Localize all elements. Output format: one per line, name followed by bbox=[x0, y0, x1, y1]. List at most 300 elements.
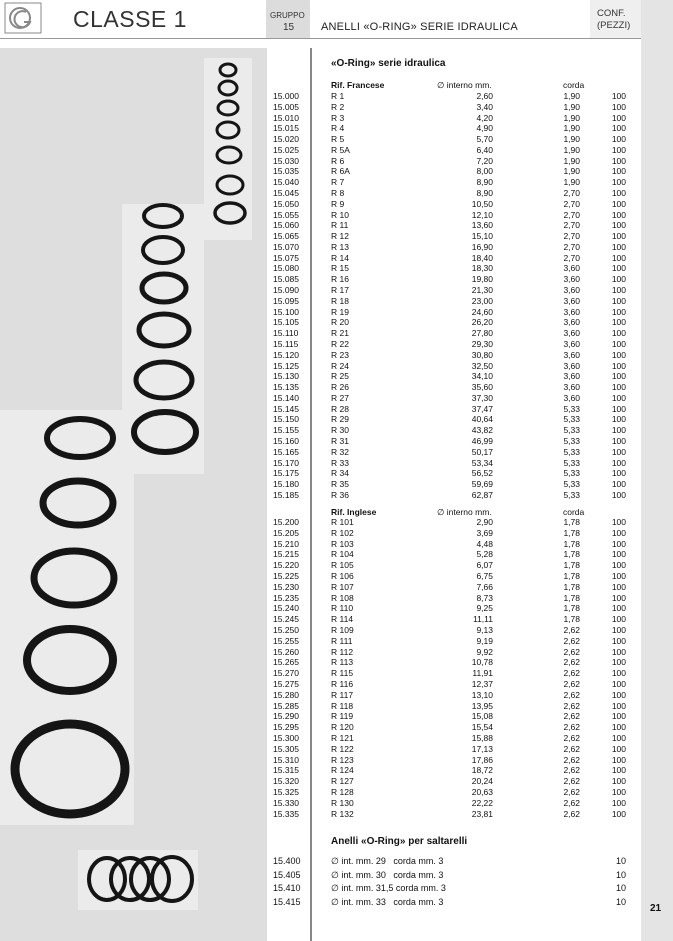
inner-diameter: 19,80 bbox=[471, 274, 493, 285]
cord-size: 2,70 bbox=[563, 241, 580, 252]
pack-qty: 100 bbox=[611, 371, 626, 382]
article-code: 15.090 bbox=[273, 285, 299, 296]
article-code: 15.055 bbox=[273, 209, 299, 220]
ref-header: Rif. Inglese bbox=[331, 507, 377, 517]
reference: R 102 bbox=[331, 527, 354, 538]
corda-header: corda bbox=[563, 80, 585, 90]
cord-size: 1,90 bbox=[563, 112, 580, 123]
article-code: 15.330 bbox=[273, 797, 299, 808]
article-code: 15.415 bbox=[273, 896, 301, 907]
pack-qty: 100 bbox=[611, 306, 626, 317]
article-code: 15.005 bbox=[273, 101, 299, 112]
cord-size: 2,62 bbox=[563, 733, 580, 743]
pack-qty: 10 bbox=[615, 869, 626, 880]
reference: R 21 bbox=[331, 328, 349, 339]
cord-size: 5,33 bbox=[563, 403, 580, 414]
cord-size: 2,62 bbox=[563, 754, 580, 765]
article-code: 15.070 bbox=[273, 241, 299, 252]
table-row bbox=[0, 113, 641, 124]
article-code: 15.145 bbox=[273, 403, 299, 414]
pack-qty: 100 bbox=[611, 646, 626, 657]
pack-qty: 100 bbox=[611, 317, 626, 328]
table-row bbox=[0, 603, 641, 614]
table-row bbox=[0, 614, 641, 625]
reference: R 111 bbox=[331, 635, 353, 646]
reference: R 116 bbox=[331, 679, 354, 689]
inner-diameter: 23,81 bbox=[471, 808, 493, 819]
pack-qty: 100 bbox=[611, 657, 626, 668]
table-row bbox=[0, 199, 641, 210]
inner-diameter: 9,13 bbox=[476, 625, 493, 635]
interno-header: ∅ interno mm. bbox=[437, 507, 492, 517]
cord-size: 3,60 bbox=[563, 338, 580, 349]
reference: R 108 bbox=[331, 592, 354, 603]
table-row bbox=[0, 91, 641, 102]
article-code: 15.315 bbox=[273, 765, 299, 776]
inner-diameter: 35,60 bbox=[471, 382, 493, 393]
inner-diameter: 23,00 bbox=[471, 295, 493, 306]
reference: R 112 bbox=[331, 646, 354, 657]
reference: R 16 bbox=[331, 274, 349, 285]
article-code: 15.290 bbox=[273, 711, 299, 722]
pack-qty: 100 bbox=[611, 549, 626, 560]
table-row bbox=[0, 744, 641, 755]
pack-qty: 100 bbox=[611, 425, 626, 436]
inner-diameter: 21,30 bbox=[471, 285, 493, 296]
reference: R 121 bbox=[331, 733, 354, 743]
article-code: 15.405 bbox=[273, 869, 301, 880]
inner-diameter: 32,50 bbox=[471, 360, 493, 371]
reference: R 113 bbox=[331, 657, 354, 668]
cord-size: 2,70 bbox=[563, 198, 580, 209]
cord-size: 2,70 bbox=[563, 188, 580, 199]
article-code: 15.015 bbox=[273, 123, 299, 134]
inner-diameter: 22,22 bbox=[471, 797, 493, 808]
pack-qty: 100 bbox=[611, 733, 626, 743]
reference: R 3 bbox=[331, 112, 345, 123]
inner-diameter: 56,52 bbox=[471, 468, 493, 479]
table-row bbox=[0, 177, 641, 188]
pack-qty: 100 bbox=[611, 252, 626, 263]
cord-size: 2,62 bbox=[563, 689, 580, 700]
reference: R 106 bbox=[331, 571, 354, 581]
pack-qty: 100 bbox=[611, 679, 626, 689]
cord-size: 3,60 bbox=[563, 317, 580, 328]
pack-qty: 100 bbox=[611, 668, 626, 679]
table-row bbox=[0, 371, 641, 382]
pack-qty: 100 bbox=[611, 700, 626, 711]
pack-qty: 100 bbox=[611, 592, 626, 603]
article-code: 15.295 bbox=[273, 722, 299, 733]
cord-size: 1,78 bbox=[563, 527, 580, 538]
inner-diameter: 15,54 bbox=[471, 722, 493, 733]
reference: R 19 bbox=[331, 306, 349, 317]
table-row bbox=[0, 156, 641, 167]
inner-diameter: 59,69 bbox=[471, 479, 493, 490]
table-row bbox=[0, 636, 641, 647]
cord-size: 3,60 bbox=[563, 263, 580, 274]
cord-size: 2,62 bbox=[563, 776, 580, 787]
pack-qty: 100 bbox=[611, 144, 626, 155]
table-row bbox=[0, 755, 641, 766]
table-row bbox=[0, 458, 641, 469]
conf-label bbox=[597, 8, 630, 32]
reference: R 107 bbox=[331, 581, 354, 592]
pack-qty: 100 bbox=[611, 581, 626, 592]
pack-qty: 100 bbox=[611, 489, 626, 500]
table-row bbox=[0, 701, 641, 712]
inner-diameter: 9,19 bbox=[476, 635, 493, 646]
article-code: 15.025 bbox=[273, 144, 299, 155]
table-row bbox=[0, 296, 641, 307]
gruppo-label: GRUPPO bbox=[270, 11, 305, 20]
article-code: 15.045 bbox=[273, 188, 299, 199]
cord-size: 3,60 bbox=[563, 382, 580, 393]
inner-diameter: 6,40 bbox=[476, 144, 493, 155]
pack-qty: 100 bbox=[611, 414, 626, 425]
inner-diameter: 7,20 bbox=[476, 155, 493, 166]
table-row bbox=[0, 414, 641, 425]
article-code: 15.160 bbox=[273, 435, 299, 446]
inner-diameter: 16,90 bbox=[471, 241, 493, 252]
table-row bbox=[0, 210, 641, 221]
cord-size: 1,78 bbox=[563, 571, 580, 581]
pack-qty: 100 bbox=[611, 527, 626, 538]
inner-diameter: 8,00 bbox=[476, 166, 493, 177]
list-item bbox=[0, 882, 641, 895]
reference: R 12 bbox=[331, 231, 349, 242]
inner-diameter: 46,99 bbox=[471, 435, 493, 446]
inner-diameter: 8,73 bbox=[476, 592, 493, 603]
pack-qty: 100 bbox=[611, 435, 626, 446]
article-code: 15.035 bbox=[273, 166, 299, 177]
reference: R 32 bbox=[331, 446, 349, 457]
reference: R 27 bbox=[331, 392, 349, 403]
reference: R 28 bbox=[331, 403, 349, 414]
reference: R 20 bbox=[331, 317, 349, 328]
reference: R 17 bbox=[331, 285, 349, 296]
reference: R 4 bbox=[331, 123, 345, 134]
inner-diameter: 15,08 bbox=[471, 711, 493, 722]
reference: R 120 bbox=[331, 722, 354, 733]
inner-diameter: 17,13 bbox=[471, 743, 493, 754]
reference: R 127 bbox=[331, 776, 354, 787]
table-row bbox=[0, 668, 641, 679]
article-code: 15.095 bbox=[273, 295, 299, 306]
cord-size: 1,78 bbox=[563, 592, 580, 603]
table-row bbox=[0, 166, 641, 177]
reference: R 109 bbox=[331, 625, 354, 635]
table-row bbox=[0, 571, 641, 582]
pack-qty: 100 bbox=[611, 91, 626, 101]
cord-size: 2,62 bbox=[563, 765, 580, 776]
inner-diameter: 43,82 bbox=[471, 425, 493, 436]
pack-qty: 100 bbox=[611, 241, 626, 252]
reference: R 34 bbox=[331, 468, 349, 479]
inner-diameter: 3,69 bbox=[476, 527, 493, 538]
pack-qty: 100 bbox=[611, 797, 626, 808]
reference: R 31 bbox=[331, 435, 349, 446]
reference: R 118 bbox=[331, 700, 354, 711]
reference: R 9 bbox=[331, 198, 345, 209]
table-row bbox=[0, 231, 641, 242]
table-row bbox=[0, 809, 641, 820]
reference: R 2 bbox=[331, 101, 345, 112]
cord-size: 3,60 bbox=[563, 328, 580, 339]
table-row bbox=[0, 220, 641, 231]
inner-diameter: 62,87 bbox=[471, 489, 493, 500]
inner-diameter: 18,40 bbox=[471, 252, 493, 263]
cord-size: 5,33 bbox=[563, 489, 580, 500]
article-code: 15.040 bbox=[273, 177, 299, 188]
pack-qty: 100 bbox=[611, 263, 626, 274]
inner-diameter: 15,10 bbox=[471, 231, 493, 242]
reference: R 25 bbox=[331, 371, 349, 382]
pack-qty: 100 bbox=[611, 198, 626, 209]
pack-qty: 100 bbox=[611, 625, 626, 635]
pack-qty: 100 bbox=[611, 776, 626, 787]
ring-description: ∅ int. mm. 29 corda mm. 3 bbox=[331, 856, 444, 866]
saltarelli-title: Anelli «O-Ring» per saltarelli bbox=[331, 836, 468, 847]
table-row bbox=[0, 776, 641, 787]
inner-diameter: 50,17 bbox=[471, 446, 493, 457]
reference: R 22 bbox=[331, 338, 349, 349]
pack-qty: 100 bbox=[611, 166, 626, 177]
article-code: 15.220 bbox=[273, 560, 299, 571]
pack-qty: 100 bbox=[611, 457, 626, 468]
article-code: 15.300 bbox=[273, 733, 299, 743]
pack-qty: 100 bbox=[611, 231, 626, 242]
cord-size: 2,62 bbox=[563, 646, 580, 657]
table-row bbox=[0, 798, 641, 809]
article-code: 15.205 bbox=[273, 527, 299, 538]
inner-diameter: 15,88 bbox=[471, 733, 493, 743]
cord-size: 2,62 bbox=[563, 797, 580, 808]
pack-qty: 100 bbox=[611, 392, 626, 403]
reference: R 10 bbox=[331, 209, 349, 220]
inner-diameter: 10,50 bbox=[471, 198, 493, 209]
reference: R 24 bbox=[331, 360, 349, 371]
article-code: 15.320 bbox=[273, 776, 299, 787]
article-code: 15.060 bbox=[273, 220, 299, 231]
corda-header: corda bbox=[563, 507, 585, 517]
article-code: 15.265 bbox=[273, 657, 299, 668]
cord-size: 2,62 bbox=[563, 711, 580, 722]
table-row bbox=[0, 339, 641, 350]
table-row bbox=[0, 350, 641, 361]
cord-size: 2,62 bbox=[563, 722, 580, 733]
inner-diameter: 4,90 bbox=[476, 123, 493, 134]
article-code: 15.285 bbox=[273, 700, 299, 711]
reference: R 114 bbox=[331, 614, 354, 625]
article-code: 15.165 bbox=[273, 446, 299, 457]
article-code: 15.250 bbox=[273, 625, 299, 635]
cord-size: 5,33 bbox=[563, 446, 580, 457]
pack-qty: 100 bbox=[611, 722, 626, 733]
reference: R 6A bbox=[331, 166, 350, 177]
table-row bbox=[0, 328, 641, 339]
cord-size: 2,70 bbox=[563, 252, 580, 263]
table-row bbox=[0, 317, 641, 328]
cord-size: 2,62 bbox=[563, 787, 580, 797]
reference: R 128 bbox=[331, 787, 354, 797]
inner-diameter: 13,10 bbox=[471, 689, 493, 700]
page-title: CLASSE 1 bbox=[73, 6, 187, 32]
pack-qty: 100 bbox=[611, 571, 626, 581]
pack-qty: 10 bbox=[615, 896, 626, 907]
cord-size: 2,62 bbox=[563, 625, 580, 635]
cord-size: 1,90 bbox=[563, 144, 580, 155]
table-row bbox=[0, 528, 641, 539]
inner-diameter: 11,11 bbox=[472, 614, 493, 625]
article-code: 15.280 bbox=[273, 689, 299, 700]
article-code: 15.185 bbox=[273, 489, 299, 500]
table-row bbox=[0, 539, 641, 550]
table-row bbox=[0, 647, 641, 658]
article-code: 15.305 bbox=[273, 743, 299, 754]
inner-diameter: 20,63 bbox=[471, 787, 493, 797]
inner-diameter: 11,91 bbox=[472, 668, 493, 679]
article-code: 15.170 bbox=[273, 457, 299, 468]
table-row bbox=[0, 102, 641, 113]
article-code: 15.245 bbox=[273, 614, 299, 625]
reference: R 6 bbox=[331, 155, 345, 166]
article-code: 15.260 bbox=[273, 646, 299, 657]
conf-label-line1: CONF. bbox=[597, 8, 626, 19]
article-code: 15.270 bbox=[273, 668, 299, 679]
article-code: 15.210 bbox=[273, 538, 299, 549]
cord-size: 2,62 bbox=[563, 700, 580, 711]
cord-size: 3,60 bbox=[563, 349, 580, 360]
cord-size: 3,60 bbox=[563, 285, 580, 296]
cord-size: 1,90 bbox=[563, 101, 580, 112]
table-row bbox=[0, 468, 641, 479]
right-margin-band bbox=[641, 0, 673, 941]
article-code: 15.230 bbox=[273, 581, 299, 592]
inner-diameter: 30,80 bbox=[471, 349, 493, 360]
cord-size: 1,78 bbox=[563, 517, 580, 527]
cord-size: 3,60 bbox=[563, 306, 580, 317]
article-code: 15.120 bbox=[273, 349, 299, 360]
reference: R 117 bbox=[331, 689, 354, 700]
pack-qty: 100 bbox=[611, 468, 626, 479]
table-row bbox=[0, 382, 641, 393]
pack-qty: 100 bbox=[611, 689, 626, 700]
reference: R 5A bbox=[331, 144, 350, 155]
inner-diameter: 4,20 bbox=[476, 112, 493, 123]
reference: R 124 bbox=[331, 765, 354, 776]
cord-size: 1,78 bbox=[563, 614, 580, 625]
inner-diameter: 8,90 bbox=[476, 177, 493, 188]
reference: R 5 bbox=[331, 134, 345, 145]
inner-diameter: 12,37 bbox=[471, 679, 493, 689]
reference: R 11 bbox=[331, 220, 349, 231]
pack-qty: 100 bbox=[611, 188, 626, 199]
table-row bbox=[0, 582, 641, 593]
table-row bbox=[0, 722, 641, 733]
article-code: 15.400 bbox=[273, 856, 301, 866]
reference: R 104 bbox=[331, 549, 354, 560]
inner-diameter: 26,20 bbox=[471, 317, 493, 328]
table-row bbox=[0, 307, 641, 318]
article-code: 15.335 bbox=[273, 808, 299, 819]
article-code: 15.150 bbox=[273, 414, 299, 425]
reference: R 14 bbox=[331, 252, 349, 263]
pack-qty: 100 bbox=[611, 560, 626, 571]
article-code: 15.010 bbox=[273, 112, 299, 123]
pack-qty: 100 bbox=[611, 765, 626, 776]
table-row bbox=[0, 549, 641, 560]
pack-qty: 100 bbox=[611, 155, 626, 166]
article-code: 15.140 bbox=[273, 392, 299, 403]
article-code: 15.310 bbox=[273, 754, 299, 765]
pack-qty: 100 bbox=[611, 285, 626, 296]
pack-qty: 100 bbox=[611, 101, 626, 112]
cord-size: 1,90 bbox=[563, 166, 580, 177]
cord-size: 5,33 bbox=[563, 435, 580, 446]
reference: R 130 bbox=[331, 797, 354, 808]
inner-diameter: 13,95 bbox=[471, 700, 493, 711]
table-row bbox=[0, 479, 641, 490]
pack-qty: 10 bbox=[615, 883, 626, 893]
pack-qty: 100 bbox=[611, 538, 626, 549]
table-row bbox=[0, 560, 641, 571]
inner-diameter: 37,47 bbox=[471, 403, 493, 414]
article-code: 15.180 bbox=[273, 479, 299, 490]
reference: R 15 bbox=[331, 263, 349, 274]
cord-size: 2,62 bbox=[563, 668, 580, 679]
inner-diameter: 18,72 bbox=[471, 765, 493, 776]
ring-description: ∅ int. mm. 33 corda mm. 3 bbox=[331, 896, 444, 907]
table-row bbox=[0, 404, 641, 415]
inner-diameter: 20,24 bbox=[471, 776, 493, 787]
gruppo-number: 15 bbox=[283, 22, 295, 33]
pack-qty: 100 bbox=[611, 274, 626, 285]
table-row bbox=[0, 361, 641, 372]
article-code: 15.080 bbox=[273, 263, 299, 274]
cord-size: 1,90 bbox=[563, 91, 580, 101]
cord-size: 1,78 bbox=[563, 560, 580, 571]
pack-qty: 100 bbox=[611, 382, 626, 393]
article-code: 15.225 bbox=[273, 571, 299, 581]
article-code: 15.130 bbox=[273, 371, 299, 382]
inner-diameter: 17,86 bbox=[471, 754, 493, 765]
reference: R 29 bbox=[331, 414, 349, 425]
inner-diameter: 9,25 bbox=[476, 603, 493, 614]
article-code: 15.105 bbox=[273, 317, 299, 328]
table-row bbox=[0, 733, 641, 744]
article-code: 15.065 bbox=[273, 231, 299, 242]
article-code: 15.050 bbox=[273, 198, 299, 209]
table-row bbox=[0, 263, 641, 274]
table-row bbox=[0, 447, 641, 458]
article-code: 15.255 bbox=[273, 635, 299, 646]
article-code: 15.115 bbox=[273, 338, 299, 349]
cord-size: 1,78 bbox=[563, 581, 580, 592]
reference: R 13 bbox=[331, 241, 349, 252]
reference: R 26 bbox=[331, 382, 349, 393]
ring-description: ∅ int. mm. 30 corda mm. 3 bbox=[331, 869, 444, 880]
cord-size: 3,60 bbox=[563, 274, 580, 285]
table-row bbox=[0, 679, 641, 690]
article-code: 15.235 bbox=[273, 592, 299, 603]
inner-diameter: 34,10 bbox=[471, 371, 493, 382]
table-row bbox=[0, 145, 641, 156]
article-code: 15.175 bbox=[273, 468, 299, 479]
cord-size: 5,33 bbox=[563, 457, 580, 468]
pack-qty: 100 bbox=[611, 603, 626, 614]
inner-diameter: 7,66 bbox=[476, 581, 493, 592]
